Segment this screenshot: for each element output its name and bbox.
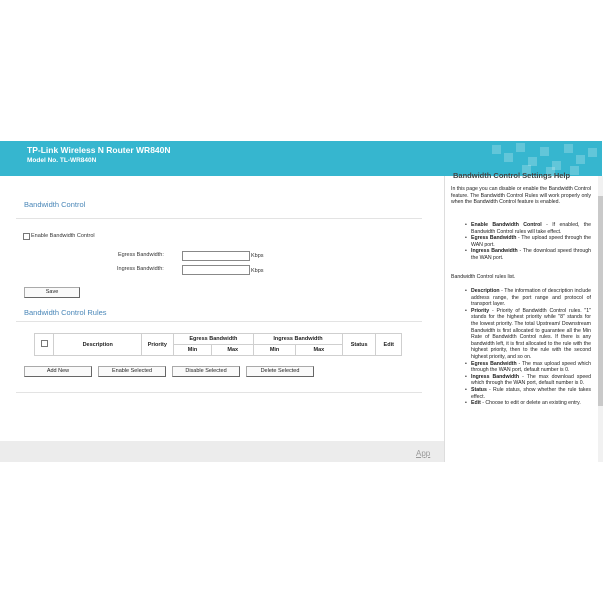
help-intro: In this page you can disable or enable the Bandwidth Control feature. The Bandwidth Control Rules will work properly only when the Bandwidth Control feature is enabled. [451,186,591,206]
col-priority: Priority [142,334,174,356]
egress-bandwidth-input[interactable] [182,251,250,261]
help-item [465,288,591,308]
divider [16,392,422,393]
help-item-term: Priority [471,307,490,314]
egress-bandwidth-label: Egress Bandwidth: [118,252,164,258]
col-edit: Edit [376,334,402,356]
help-item-term: Description [471,288,500,294]
app-link[interactable]: App [416,449,431,458]
help-list-settings [465,222,591,262]
col-status: Status [342,334,376,356]
bandwidth-control-title: Bandwidth Control [24,200,86,209]
enable-selected-button[interactable]: Enable Selected [98,366,166,377]
help-item-term: Status [471,386,487,393]
save-button[interactable]: Save [24,287,80,298]
col-ingress-max: Max [295,345,342,356]
model-number: Model No. TL-WR840N [27,157,97,164]
select-all-checkbox[interactable] [41,340,48,347]
divider [16,218,422,219]
help-item-text: - The upload speed through the WAN port. [471,235,591,248]
help-scrollbar[interactable] [598,176,603,462]
router-title: TP-Link Wireless N Router WR840N [27,145,171,155]
col-egress-min: Min [173,345,212,356]
col-egress-max: Max [212,345,254,356]
help-panel [444,171,603,462]
help-item [465,400,591,407]
help-item [465,222,591,235]
help-item [465,387,591,400]
help-item-term: Egress Bandwidth [471,235,517,242]
ingress-unit: Kbps [251,268,264,274]
help-item-term: Egress Bandwidth [471,360,517,367]
help-title: Bandwidth Control Settings Help [453,171,571,180]
bottom-bar [0,441,444,462]
col-description: Description [54,334,142,356]
help-item-term: Ingress Bandwidth [471,373,520,380]
egress-unit: Kbps [251,253,264,259]
help-list-rules [465,288,591,407]
help-item [465,248,591,261]
help-item-text: - If enabled, the Bandwidth Control rules will take effect. [471,222,591,235]
rules-title: Bandwidth Control Rules [24,308,107,317]
help-item-text: - Choose to edit or delete an existing entry. [480,400,581,407]
help-item-text: - The max download speed which through the WAN port, default number is 0. [471,373,592,387]
help-item-text: - The download speed through the WAN port. [471,248,591,261]
select-all-cell [35,334,54,356]
help-item [465,361,591,374]
col-egress: Egress Bandwidth [173,334,254,345]
help-item [465,374,591,387]
rules-table [34,333,402,356]
help-item [465,308,591,361]
ingress-bandwidth-input[interactable] [182,265,250,275]
scrollbar-thumb[interactable] [598,196,603,406]
ingress-bandwidth-label: Ingress Bandwidth: [117,266,164,272]
help-list-title: Bandwidth Control rules list. [451,274,516,280]
help-item-term: Ingress Bandwidth [471,248,518,255]
help-item-text: - Priority of Bandwidth Control rules. "1" stands for the highest priority while "8" stands for the lowest priority. The total Upstream/ Downstream Bandwidth is first allocated to guarantee all the Min Rate of Bandwidth Control rules. If there is any bandwidth left, it is first allocated to the rule with the highest priority, then to the rule with the second highest priority, and so on. [471,307,591,360]
help-item [465,235,591,248]
enable-bandwidth-checkbox[interactable] [23,233,30,240]
help-item-text: - The information of description include address range, the port range and protocol of transport layer. [471,288,591,308]
enable-bandwidth-label: Enable Bandwidth Control [31,233,95,239]
help-item-term: Enable Bandwidth Control [471,222,542,228]
col-ingress: Ingress Bandwidth [254,334,343,345]
col-ingress-min: Min [254,345,296,356]
help-item-text: - Rule status, show whether the rule takes effect. [471,386,591,400]
divider [16,321,422,322]
help-item-term: Edit [471,400,481,407]
disable-selected-button[interactable]: Disable Selected [172,366,240,377]
help-item-text: - The max upload speed which through the WAN port, default number is 0. [471,360,591,374]
delete-selected-button[interactable]: Delete Selected [246,366,314,377]
add-new-button[interactable]: Add New [24,366,92,377]
